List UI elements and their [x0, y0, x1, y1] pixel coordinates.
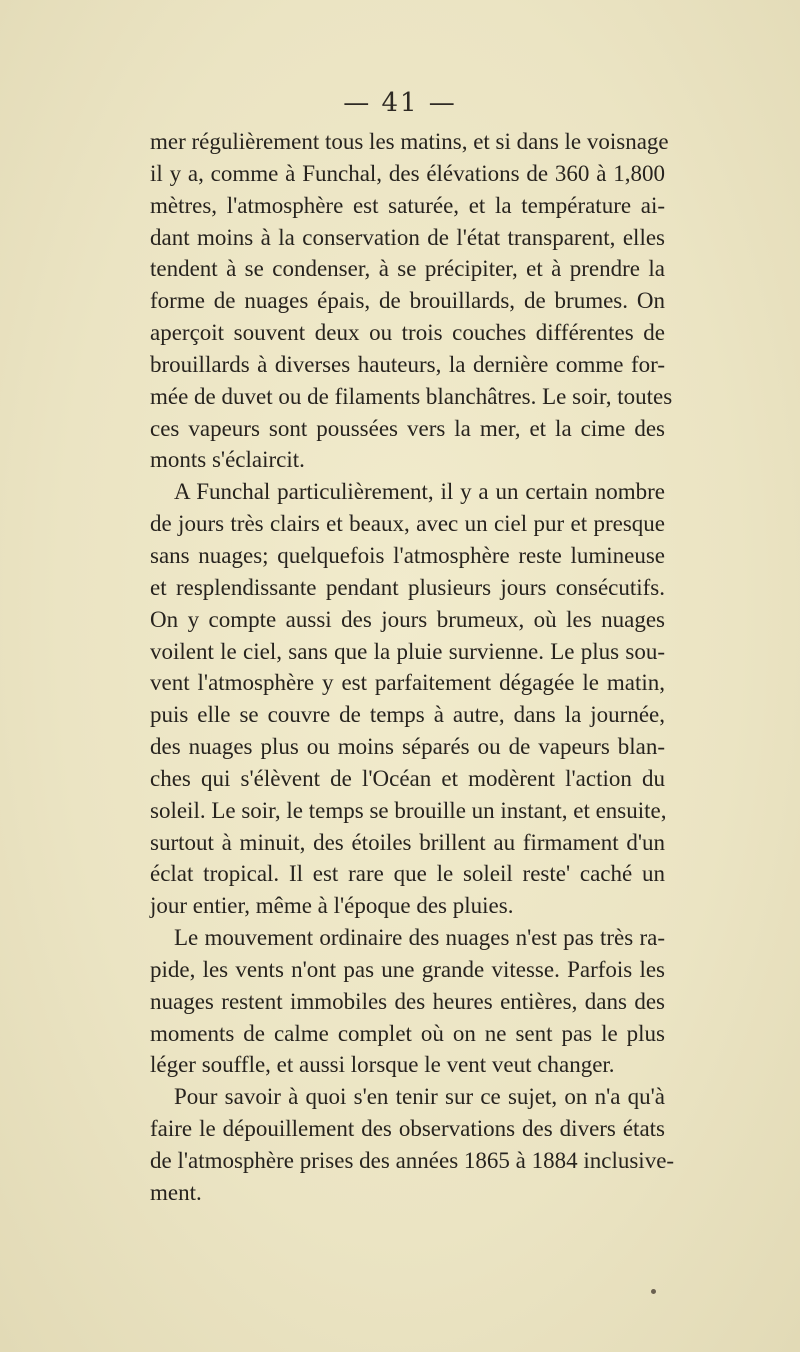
text-line: aperçoit souvent deux ou trois couches différentes de	[150, 320, 665, 346]
text-line: A Funchal particulièrement, il y a un certain nombre	[174, 479, 665, 505]
ink-speck	[651, 1289, 656, 1294]
text-line: jour entier, même à l'époque des pluies.	[150, 893, 514, 919]
text-line: mée de duvet ou de filaments blanchâtres. Le soir, toutes	[150, 383, 673, 409]
text-line: faire le dépouillement des observations des divers états	[150, 1116, 665, 1142]
text-line: éclat tropical. Il est rare que le soleil reste' caché un	[150, 861, 665, 887]
text-line: de jours très clairs et beaux, avec un ciel pur et presque	[150, 511, 665, 537]
text-line: ces vapeurs sont poussées vers la mer, et la cime des	[150, 415, 665, 441]
page-number: — 41 —	[343, 88, 457, 118]
text-line: nuages restent immobiles des heures entières, dans des	[150, 988, 665, 1014]
text-line: Pour savoir à quoi s'en tenir sur ce sujet, on n'a qu'à	[174, 1084, 665, 1110]
text-line: forme de nuages épais, de brouillards, de brumes. On	[150, 288, 665, 314]
text-line: mètres, l'atmosphère est saturée, et la température ai-	[150, 192, 665, 218]
text-line: monts s'éclaircit.	[150, 447, 305, 473]
text-line: ches qui s'élèvent de l'Océan et modèrent l'action du	[150, 765, 665, 791]
body-text	[150, 126, 675, 1209]
text-line: sans nuages; quelquefois l'atmosphère reste lumineuse	[150, 542, 665, 568]
text-line: léger souffle, et aussi lorsque le vent veut changer.	[150, 1052, 615, 1078]
text-line: puis elle se couvre de temps à autre, dans la journée,	[150, 702, 665, 728]
text-line: mer régulièrement tous les matins, et si dans le voisnage	[150, 129, 669, 154]
text-line: vent l'atmosphère y est parfaitement dégagée le matin,	[150, 670, 665, 696]
text-line: moments de calme complet où on ne sent pas le plus	[150, 1020, 665, 1046]
text-line: pide, les vents n'ont pas une grande vitesse. Parfois les	[150, 956, 665, 982]
text-line: brouillards à diverses hauteurs, la dernière comme for-	[150, 351, 665, 377]
text-line: ment.	[150, 1179, 202, 1205]
text-line: de l'atmosphère prises des années 1865 à 1884 inclusive-	[150, 1148, 675, 1173]
text-line: soleil. Le soir, le temps se brouille un instant, et ensuite,	[150, 797, 667, 823]
text-line: il y a, comme à Funchal, des élévations de 360 à 1,800	[150, 160, 665, 186]
text-line: tendent à se condenser, à se précipiter, et à prendre la	[150, 256, 665, 282]
text-line: On y compte aussi des jours brumeux, où les nuages	[150, 606, 665, 632]
text-line: des nuages plus ou moins séparés ou de vapeurs blan-	[150, 734, 665, 760]
text-line: Le mouvement ordinaire des nuages n'est pas très ra-	[174, 925, 665, 951]
text-line: et resplendissante pendant plusieurs jours consécutifs.	[150, 574, 665, 600]
text-line: surtout à minuit, des étoiles brillent au firmament d'un	[150, 829, 665, 855]
text-line: voilent le ciel, sans que la pluie survienne. Le plus sou-	[150, 638, 665, 664]
text-line: dant moins à la conservation de l'état transparent, elles	[150, 224, 665, 250]
